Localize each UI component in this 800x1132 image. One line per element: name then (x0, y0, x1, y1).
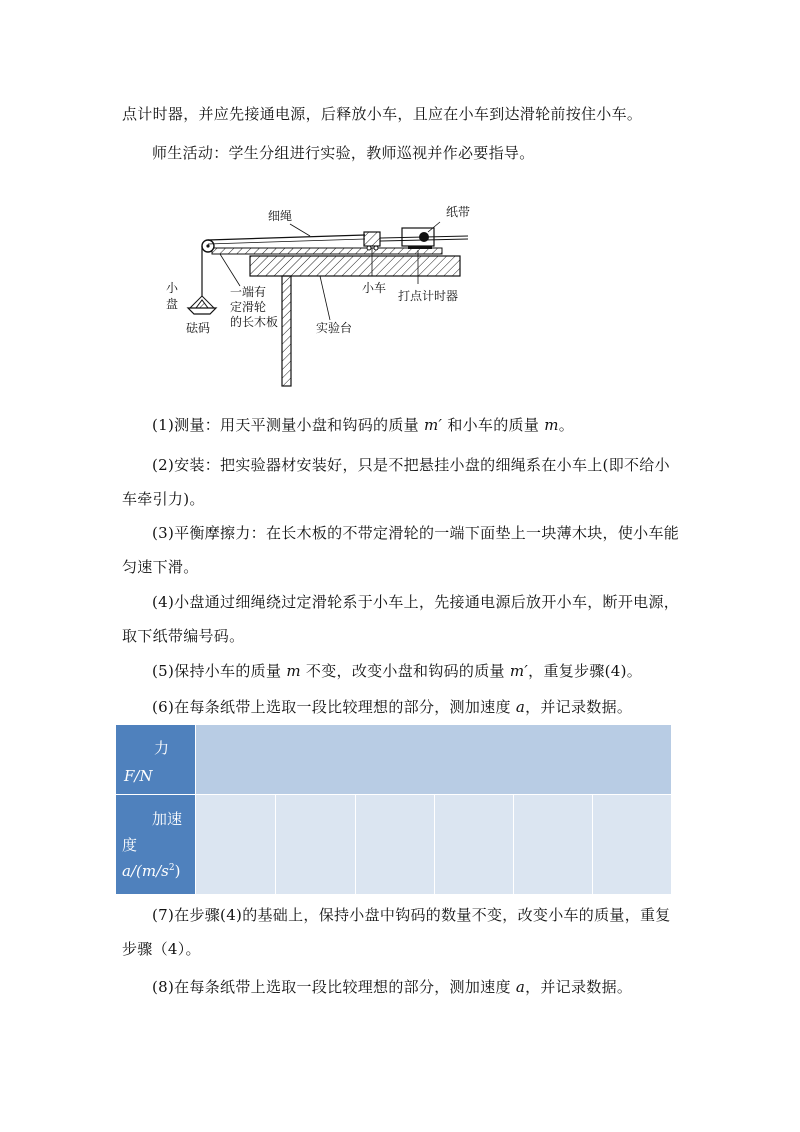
step-4: (4)小盘通过细绳绕过定滑轮系于小车上，先接通电源后放开小车，断开电源，取下纸带编号码。 (122, 593, 680, 645)
step-3: (3)平衡摩擦力：在长木板的不带定滑轮的一端下面垫上一块薄木块，使小车能匀速下滑。 (122, 524, 680, 576)
accel-value-cell-5 (514, 795, 593, 895)
accel-value-cell-2 (276, 795, 356, 895)
accel-label-1: 加速 (152, 810, 183, 828)
step-7: (7)在步骤(4)的基础上，保持小盘中钩码的数量不变，改变小车的质量，重复步骤（4）。 (122, 906, 671, 958)
paragraph-teacher-student-activity: 师生活动：学生分组进行实验，教师巡视并作必要指导。 (152, 144, 535, 162)
small-plate (188, 308, 216, 314)
data-table (115, 724, 672, 895)
accel-value-cell-1 (196, 795, 276, 895)
accel-label-2: 度 (122, 836, 138, 854)
label-lab-table: 实验台 (316, 321, 353, 335)
paragraph-continuation: 点计时器，并应先接通电源，后释放小车，且应在小车到达滑轮前按住小车。 (122, 105, 643, 123)
force-label-1: 力 (154, 739, 170, 757)
rope-line (208, 235, 365, 240)
lab-table-leg (282, 276, 291, 386)
label-small-plate-2: 盘 (166, 297, 179, 311)
experiment-apparatus-diagram (150, 196, 480, 392)
step-5: (5)保持小车的质量 m 不变，改变小盘和钩码的质量 m′，重复步骤(4)。 (152, 662, 643, 680)
table-row-acceleration (116, 795, 672, 895)
long-board (212, 248, 442, 254)
weights (196, 300, 208, 308)
label-rope: 细绳 (268, 209, 293, 223)
accel-value-cell-3 (356, 795, 435, 895)
apparatus-svg (150, 196, 480, 392)
step-8: (8)在每条纸带上选取一段比较理想的部分，测加速度 a，并记录数据。 (152, 978, 633, 996)
table-row-force (116, 725, 672, 795)
label-paper-tape: 纸带 (446, 205, 471, 219)
label-board-2: 定滑轮 (230, 300, 267, 314)
accel-value-cell-4 (435, 795, 514, 895)
lab-table-top (250, 256, 460, 276)
label-board-1: 一端有 (230, 285, 267, 299)
accel-value-cell-6 (593, 795, 672, 895)
acceleration-header-cell (116, 795, 196, 895)
label-cart: 小车 (362, 281, 387, 295)
label-board-3: 的长木板 (230, 315, 279, 329)
step-6: (6)在每条纸带上选取一段比较理想的部分，测加速度 a，并记录数据。 (152, 698, 633, 716)
cart-body (364, 232, 380, 246)
force-label-2: F/N (124, 767, 153, 785)
label-small-plate-1: 小 (166, 281, 179, 295)
label-timer: 打点计时器 (398, 289, 459, 303)
step-2: (2)安装：把实验器材安装好，只是不把悬挂小盘的细绳系在小车上(即不给小车牵引力)。 (122, 456, 670, 508)
step-1: (1)测量：用天平测量小盘和钩码的质量 m′ 和小车的质量 m。 (152, 416, 575, 434)
label-weights: 砝码 (186, 321, 211, 335)
force-header-cell (116, 725, 196, 795)
accel-label-3: $a/(m/s^2)$ (122, 862, 181, 880)
force-value-cell (196, 725, 672, 795)
